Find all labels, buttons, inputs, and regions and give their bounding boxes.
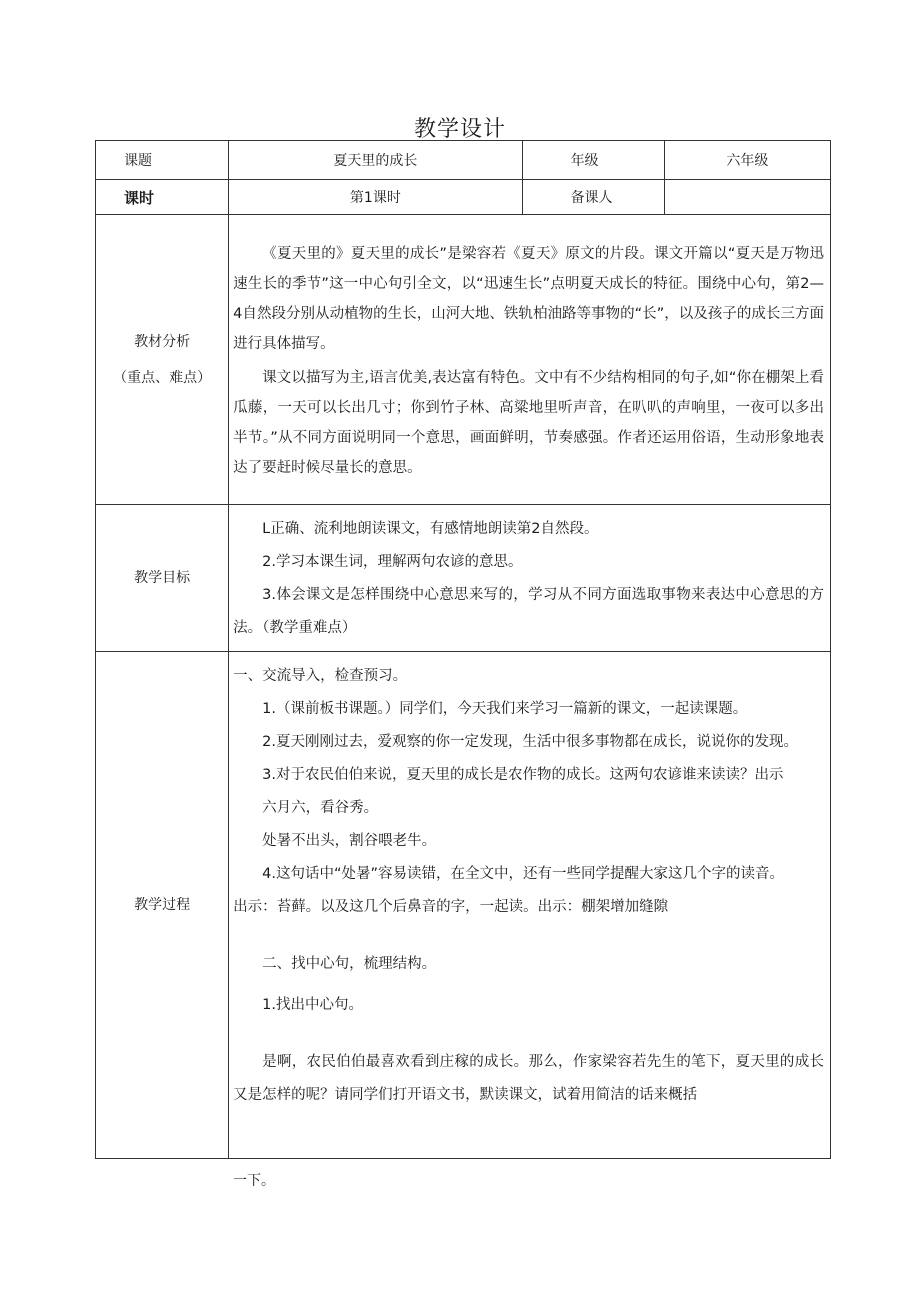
goal-item: L正确、流利地朗读课文，有感情地朗读第2自然段。 <box>262 521 599 537</box>
process-line: 处暑不出头，割谷喂老牛。 <box>262 833 437 849</box>
goal-item: 3.体会课文是怎样围绕中心意思来写的，学习从不同方面选取事物来表达中心意思的方法。（教学重难点） <box>233 587 824 636</box>
period-value: 第1课时 <box>229 180 522 215</box>
grade-value: 六年级 <box>664 141 830 180</box>
process-content <box>229 652 831 1159</box>
process-sub-heading: 1.找出中心句。 <box>262 997 364 1013</box>
goals-content <box>229 505 831 652</box>
process-line: 4.这句话中“处暑”容易读错，在全文中，还有一些同学提醒大家这几个字的读音。 <box>262 866 785 882</box>
analysis-paragraph: 《夏天里的》夏天里的成长”是梁容若《夏天》原文的片段。课文开篇以“夏天是万物迅速生长的季节”这一中心句引全文，以“迅速生长”点明夏天成长的特征。围绕中心句，第2—4自然段分别从动植物的生长，山河大地、铁轨柏油路等事物的“长”，以及孩子的成长三方面进行具体描写。 <box>233 245 824 352</box>
process-section-heading: 一、交流导入，检查预习。 <box>233 668 408 684</box>
process-line: 1.（课前板书课题。）同学们，今天我们来学习一篇新的课文，一起读课题。 <box>262 701 748 717</box>
process-section-heading: 二、找中心句，梳理结构。 <box>262 956 437 972</box>
lesson-plan-table <box>95 140 831 1159</box>
process-line: 3.对于农民伯伯来说，夏天里的成长是农作物的成长。这两句农谚谁来读读？出示 <box>262 767 784 783</box>
process-paragraph: 是啊，农民伯伯最喜欢看到庄稼的成长。那么，作家梁容若先生的笔下，夏天里的成长又是怎样的呢？请同学们打开语文书，默读课文，试着用简洁的话来概括 <box>233 1054 824 1103</box>
page-title: 教学设计 <box>413 117 506 142</box>
analysis-sublabel: （重点、难点） <box>113 369 212 386</box>
topic-label: 课题 <box>96 141 229 180</box>
process-label: 教学过程 <box>96 652 229 1159</box>
topic-value: 夏天里的成长 <box>229 141 522 180</box>
grade-label: 年级 <box>522 141 664 180</box>
analysis-paragraph: 课文以描写为主,语言优美,表达富有特色。文中有不少结构相同的句子,如“你在棚架上看瓜藤，一天可以长出几寸；你到竹子林、高粱地里听声音，在叭叭的声响里，一夜可以多出半节。”从不同方面说明同一个意思，画面鲜明，节奏感强。作者还运用俗语，生动形象地表达了要赶时候尽量长的意思。 <box>233 369 824 476</box>
process-line: 出示：苔藓。以及这几个后鼻音的字，一起读。出示：棚架增加缝隙 <box>233 899 669 915</box>
analysis-label-cell <box>96 215 229 505</box>
preparer-label: 备课人 <box>522 180 664 215</box>
goals-label: 教学目标 <box>96 505 229 652</box>
process-line: 六月六，看谷秀。 <box>262 800 379 816</box>
analysis-content <box>229 215 831 505</box>
trailing-text: 一下。 <box>233 1173 275 1189</box>
period-label: 课时 <box>96 180 229 215</box>
analysis-label: 教材分析 <box>134 333 191 350</box>
goal-item: 2.学习本课生词，理解两句农谚的意思。 <box>262 554 523 570</box>
process-line: 2.夏天刚刚过去，爱观察的你一定发现，生活中很多事物都在成长，说说你的发现。 <box>262 734 799 750</box>
preparer-value <box>664 180 830 215</box>
